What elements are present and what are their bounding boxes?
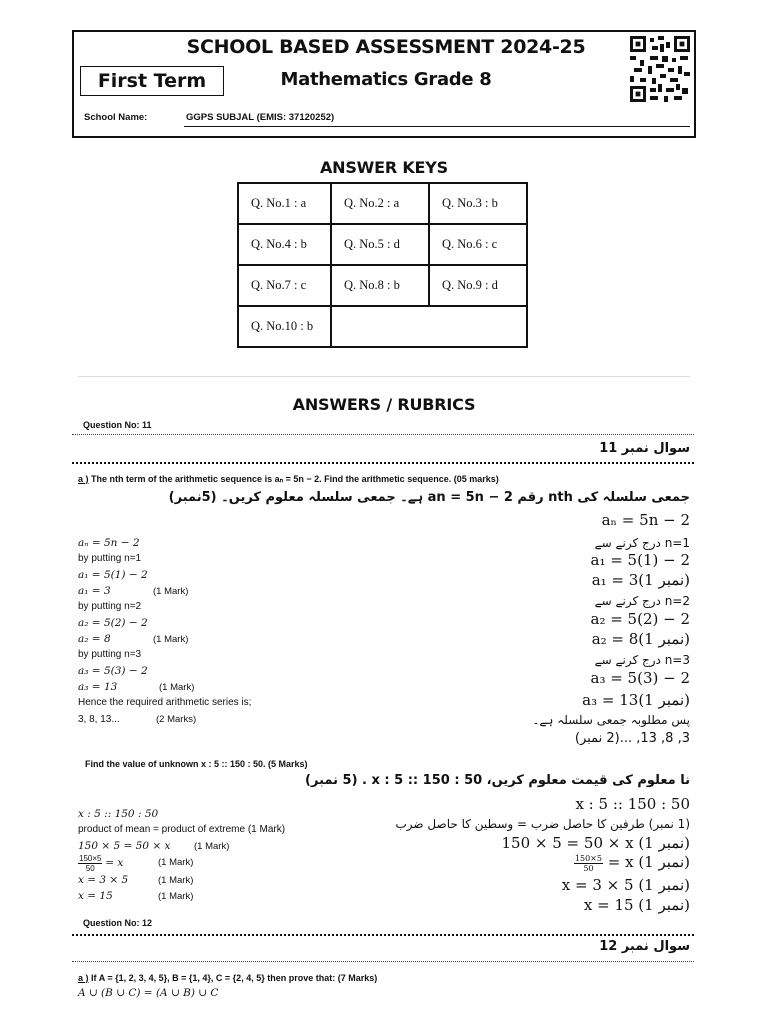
answer-key-cell: Q. No.1 : a: [238, 183, 331, 224]
urdu-solution-step: a₂ = 5(2) − 2: [590, 610, 690, 628]
answer-key-cell: Q. No.10 : b: [238, 306, 331, 347]
question-11-label: Question No: 11: [83, 420, 152, 430]
solution-step: x = 15: [78, 890, 113, 902]
solution-step: a₁ = 5(1) − 2: [78, 569, 148, 581]
urdu-solution-step: aₙ = 5n − 2: [601, 511, 690, 529]
answer-key-cell: Q. No.4 : b: [238, 224, 331, 265]
solution-step: by putting n=3: [78, 649, 142, 660]
header-box: [72, 30, 696, 138]
solution-step: by putting n=2: [78, 601, 142, 612]
mark-label: (1 Mark): [158, 891, 194, 902]
solution-step: x : 5 :: 150 : 50: [78, 808, 159, 820]
solution-step: a₃ = 5(3) − 2: [78, 665, 148, 677]
urdu-solution-step: a₃ = 13(1 نمبر): [582, 691, 690, 709]
mark-label: (1 Mark): [194, 841, 230, 852]
solution-step: a₃ = 13: [78, 681, 118, 693]
solution-step: a₂ = 8: [78, 633, 111, 645]
subject-title: Mathematics Grade 8: [280, 69, 492, 90]
section-divider: [78, 376, 690, 377]
urdu-solution-step: 150 × 5 = 50 × x (1 نمبر): [501, 834, 690, 852]
urdu-solution-step: n=1 درج کرنے سے: [594, 536, 690, 550]
question-11a-statement: The nth term of the arithmetic sequence is aₙ = 5n − 2. Find the arithmetic sequence.: [91, 474, 452, 484]
answer-key-empty-cell: [331, 306, 527, 347]
rubrics-title: ANSWERS / RUBRICS: [292, 395, 476, 414]
question-12-urdu-label: سوال نمبر 12: [599, 939, 690, 954]
solution-step: product of mean = product of extreme (1 Mark): [78, 824, 286, 835]
school-name-label: School Name:: [84, 112, 148, 123]
mark-label: (2 Marks): [156, 714, 197, 725]
question-12a-text: [78, 973, 377, 983]
school-name-underline: [184, 126, 690, 127]
solution-step: 3, 8, 13...: [78, 714, 120, 725]
solution-step: by putting n=1: [78, 553, 142, 564]
urdu-solution-step: a₁ = 3(1 نمبر): [591, 571, 690, 589]
question-11-urdu-label: سوال نمبر 11: [599, 441, 690, 456]
fraction: $\frac{150\times 5}{50}$: [574, 853, 602, 873]
urdu-solution-step: 3, 8, 13, ...(2 نمبر): [574, 731, 690, 746]
qr-code-icon: [630, 36, 690, 102]
answer-key-cell: Q. No.9 : d: [429, 265, 527, 306]
question-12a-prefix: a ): [78, 973, 89, 983]
urdu-solution-step: a₃ = 5(3) − 2: [590, 669, 690, 687]
school-name-value: GGPS SUBJAL (EMIS: 37120252): [186, 112, 335, 123]
urdu-solution-step: x = 15 (1 نمبر): [583, 896, 690, 914]
mark-label: (1 Mark): [153, 586, 189, 597]
assessment-title: SCHOOL BASED ASSESSMENT 2024-25: [186, 36, 586, 58]
answer-key-cell: Q. No.5 : d: [331, 224, 429, 265]
answer-key-cell: Q. No.6 : c: [429, 224, 527, 265]
urdu-solution-step: پس مطلوبہ جمعی سلسلہ ہے۔: [532, 713, 690, 727]
solution-step: 150 × 5 = 50 × x: [78, 840, 171, 852]
mark-label: (1 Mark): [158, 875, 194, 886]
urdu-solution-step: $\frac{150\times 5}{50}$ = x (1 نمبر): [574, 853, 690, 873]
urdu-solution-step: (1 نمبر) طرفین کا حاصل ضرب = وسطین کا حاصل ضرب: [395, 817, 690, 831]
solution-step: a₁ = 3: [78, 585, 111, 597]
question-11a-text: [78, 474, 499, 485]
dotted-divider: [72, 434, 694, 435]
solution-step: $\frac{150\times 5}{50}$ = x: [79, 854, 124, 873]
answer-key-cell: Q. No.3 : b: [429, 183, 527, 224]
solution-step: a₂ = 5(2) − 2: [78, 617, 148, 629]
question-11a-urdu: جمعی سلسلہ کی nth رقم an = 5n − 2 ہے۔ جمعی سلسلہ معلوم کریں۔ (5نمبر): [168, 490, 690, 505]
question-12a-equation: A ∪ (B ∪ C) = (A ∪ B) ∪ C: [78, 987, 219, 999]
question-11b-urdu: نا معلوم کی قیمت معلوم کریں، 50 : 150 :: 5 : x . (5 نمبر): [305, 773, 690, 788]
urdu-solution-step: n=2 درج کرنے سے: [594, 594, 690, 608]
question-12-label: Question No: 12: [83, 918, 153, 928]
answer-keys-title: ANSWER KEYS: [319, 158, 448, 177]
question-11b-text: Find the value of unknown x : 5 :: 150 : 50. (5 Marks): [85, 759, 308, 769]
answer-key-table: [237, 182, 528, 348]
solution-step: Hence the required arithmetic series is;: [78, 697, 252, 708]
fraction: $\frac{150\times 5}{50}$: [79, 854, 102, 873]
question-11a-prefix: a ): [78, 474, 89, 484]
dotted-divider: [72, 961, 694, 962]
answer-key-cell: Q. No.8 : b: [331, 265, 429, 306]
answer-key-cell: Q. No.7 : c: [238, 265, 331, 306]
solution-step: x = 3 × 5: [78, 874, 129, 886]
question-12a-statement: If A = {1, 2, 3, 4, 5}, B = {1, 4}, C = {2, 4, 5} then prove that: (7 Marks): [91, 973, 378, 983]
urdu-solution-step: a₂ = 8(1 نمبر): [591, 630, 690, 648]
mark-label: (1 Mark): [153, 634, 189, 645]
term-label: First Term: [80, 66, 224, 96]
solution-step: aₙ = 5n − 2: [78, 537, 140, 549]
urdu-solution-step: x : 5 :: 150 : 50: [575, 795, 690, 813]
dotted-divider: [72, 934, 694, 936]
question-11a-marks: (05 marks): [453, 474, 499, 484]
mark-label: (1 Mark): [158, 857, 194, 868]
urdu-solution-step: x = 3 × 5 (1 نمبر): [561, 876, 690, 894]
urdu-solution-step: n=3 درج کرنے سے: [594, 653, 690, 667]
urdu-solution-step: a₁ = 5(1) − 2: [590, 551, 690, 569]
mark-label: (1 Mark): [159, 682, 195, 693]
answer-key-cell: Q. No.2 : a: [331, 183, 429, 224]
dotted-divider: [72, 462, 694, 464]
